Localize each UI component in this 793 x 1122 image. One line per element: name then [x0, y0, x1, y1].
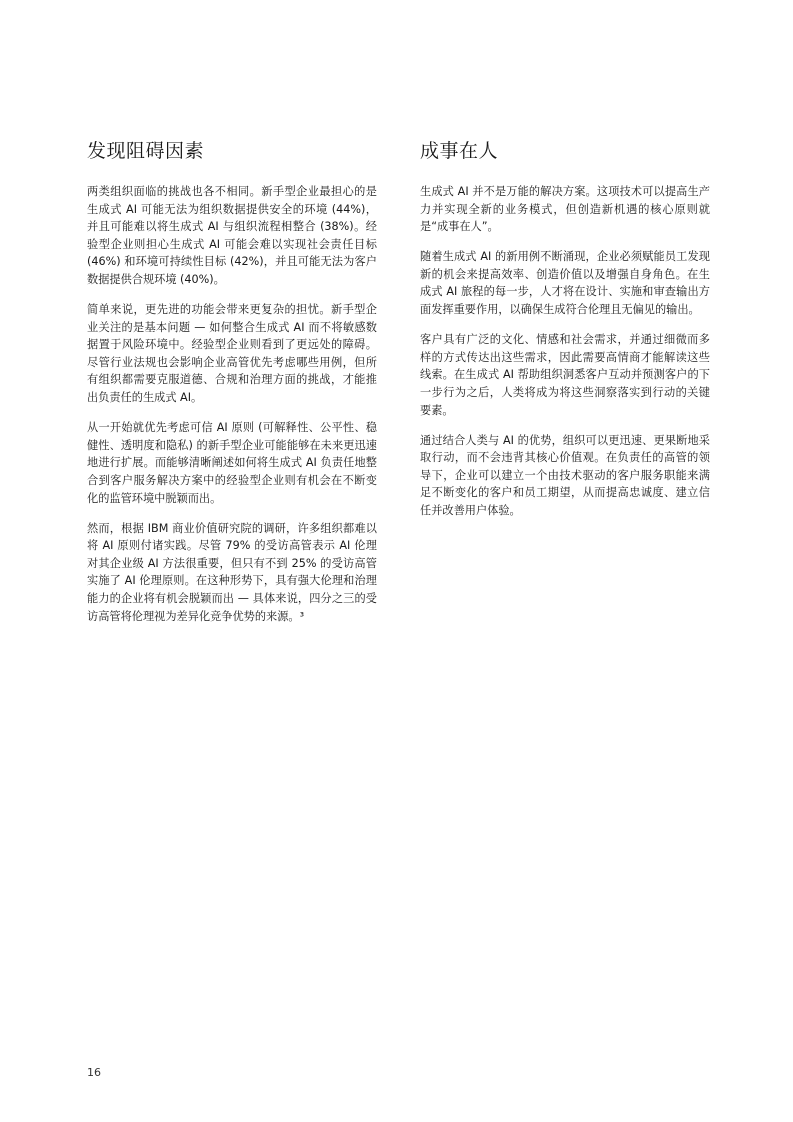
section-heading-right: 成事在人	[420, 140, 499, 162]
paragraph: 然而，根据 IBM 商业价值研究院的调研，许多组织都难以将 AI 原则付诸实践。尽管 79% 的受访高管表示 AI 伦理对其企业级 AI 方法很重要，但只有不到 25% 的受访高管实施了 AI 伦理原则。在这种形势下，具有强大伦理和治理能力的企业将有机会脱颖而出 — 具体来说，四分之三的受访高管将伦理视为差异化竞争优势的来源。³	[87, 521, 377, 623]
section-heading-left: 发现阻碍因素	[87, 140, 205, 162]
paragraph: 通过结合人类与 AI 的优势，组织可以更迅速、更果断地采取行动，而不会违背其核心价值观。在负责任的高管的领导下，企业可以建立一个由技术驱动的客户服务职能来满足不断变化的客户和员工期望，从而提高忠诚度、建立信任并改善用户体验。	[420, 433, 710, 517]
right-column	[420, 138, 710, 532]
page-number: 16	[87, 1066, 101, 1079]
paragraph: 从一开始就优先考虑可信 AI 原则 (可解释性、公平性、稳健性、透明度和隐私) 的新手型企业可能能够在未来更迅速地进行扩展。而能够清晰阐述如何将生成式 AI 负责任地整合到客户服务解决方案中的经验型企业则有机会在不断变化的监管环境中脱颖而出。	[87, 421, 377, 505]
paragraph: 简单来说，更先进的功能会带来更复杂的担忧。新手型企业关注的是基本问题 — 如何整合生成式 AI 而不将敏感数据置于风险环境中。经验型企业则看到了更远处的障碍。尽管行业法规也会影响企业高管优先考虑哪些用例，但所有组织都需要克服道德、合规和治理方面的挑战，才能推出负责任的生成式 AI。	[87, 303, 377, 405]
left-column	[87, 138, 377, 638]
paragraph: 客户具有广泛的文化、情感和社会需求，并通过细微而多样的方式传达出这些需求，因此需要高情商才能解读这些线索。在生成式 AI 帮助组织洞悉客户互动并预测客户的下一步行为之后，人类将成为将这些洞察落实到行动的关键要素。	[420, 333, 710, 417]
paragraph: 生成式 AI 并不是万能的解决方案。这项技术可以提高生产力并实现全新的业务模式，但创造新机遇的核心原则就是“成事在人”。	[420, 185, 710, 234]
paragraph: 随着生成式 AI 的新用例不断涌现，企业必须赋能员工发现新的机会来提高效率、创造价值以及增强自身角色。在生成式 AI 旅程的每一步，人才将在设计、实施和审查输出方面发挥重要作用，以确保生成符合伦理且无偏见的输出。	[420, 250, 710, 317]
paragraph: 两类组织面临的挑战也各不相同。新手型企业最担心的是生成式 AI 可能无法为组织数据提供安全的环境 (44%)，并且可能难以将生成式 AI 与组织流程相整合 (38%)。经验型企业则担心生成式 AI 可能会难以实现社会责任目标 (46%) 和环境可持续性目标 (42%)，并且可能无法为客户数据提供合规环境 (40%)。	[87, 185, 377, 286]
